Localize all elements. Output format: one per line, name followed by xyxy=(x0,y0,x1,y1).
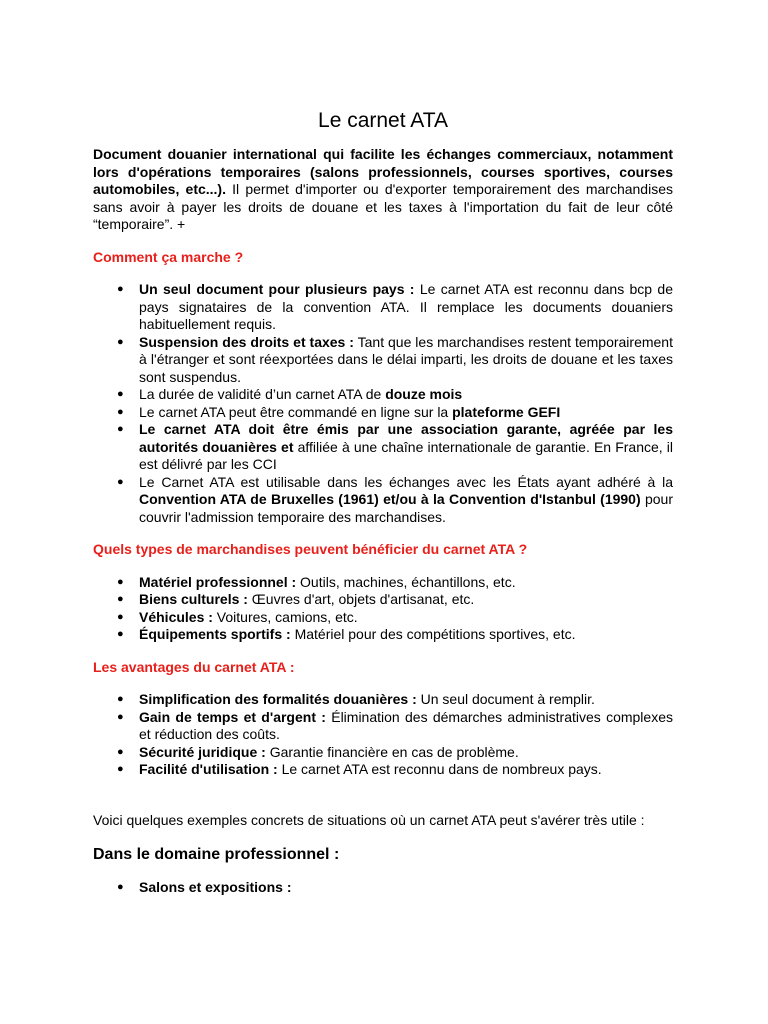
item-bold: Matériel professionnel : xyxy=(139,573,297,590)
item-text: affiliée à une chaîne internationale de garantie. En France, il est délivré par les CCI xyxy=(139,438,673,472)
item-text: Voitures, camions, etc. xyxy=(212,608,358,625)
item-text: Le carnet ATA est reconnu dans bcp de pays signataires de la convention ATA. Il remplace les documents douaniers habituellement requis. xyxy=(139,281,673,332)
bullet-icon: ● xyxy=(117,423,124,435)
list-item xyxy=(93,574,673,592)
bullet-icon: ● xyxy=(117,710,124,723)
bullet-icon: ● xyxy=(117,335,124,348)
item-bold: Le carnet ATA doit être émis par une association garante, agréée par les autorités douanières et xyxy=(139,421,673,455)
examples-intro: Voici quelques exemples concrets de situations où un carnet ATA peut s'avérer très utile : xyxy=(93,811,645,828)
item-bold: Salons et expositions : xyxy=(139,879,292,895)
item-bold: Équipements sportifs : xyxy=(139,626,291,642)
item-bold: Suspension des droits et taxes : xyxy=(139,333,354,350)
list-item xyxy=(93,744,673,762)
item-bold: Convention ATA de Bruxelles (1961) et/ou à la Convention d'Istanbul (1990) xyxy=(139,491,641,507)
section-heading-how-it-works: Comment ça marche ? xyxy=(93,248,244,265)
list-item xyxy=(93,474,673,527)
intro-paragraph xyxy=(93,146,673,234)
bullet-icon: ● xyxy=(117,388,124,400)
item-text: Élimination des démarches administratives complexes et réduction des coûts. xyxy=(139,708,673,742)
item-bold: Biens culturels : xyxy=(139,591,248,607)
list-item xyxy=(93,691,673,709)
list-item xyxy=(93,879,673,897)
document-title: Le carnet ATA xyxy=(318,109,448,132)
list-item xyxy=(93,421,673,474)
item-text: Garantie financière en cas de problème. xyxy=(265,743,519,760)
document-body xyxy=(93,108,673,912)
goods-types-list xyxy=(93,574,673,644)
bullet-icon: ● xyxy=(117,283,124,295)
bullet-icon: ● xyxy=(117,610,124,623)
bullet-icon: ● xyxy=(117,475,124,488)
list-item xyxy=(93,609,673,627)
item-text: La durée de validité d’un carnet ATA de xyxy=(139,386,386,402)
list-item xyxy=(93,626,673,644)
bullet-icon: ● xyxy=(117,628,124,640)
advantages-list xyxy=(93,691,673,779)
item-bold: Sécurité juridique : xyxy=(139,743,266,760)
intro-text: Il permet d'importer ou d'exporter temporairement des marchandises sans avoir à payer les droits de douane et les taxes à l'importation du fait de leur côté “temporaire”. + xyxy=(93,181,673,232)
intro-bold: Document douanier international qui facilite les échanges commerciaux, notamment lors d'opérations temporaires (salons professionnels, courses sportives, courses automobiles, etc...). xyxy=(93,146,673,197)
item-text: Outils, machines, échantillons, etc. xyxy=(296,573,516,590)
bullet-icon: ● xyxy=(117,405,124,418)
bullet-icon: ● xyxy=(117,575,124,588)
list-item xyxy=(93,591,673,609)
bullet-icon: ● xyxy=(117,745,124,758)
item-bold: Facilité d'utilisation : xyxy=(139,761,278,777)
list-item xyxy=(93,386,673,404)
how-it-works-list xyxy=(93,281,673,526)
list-item xyxy=(93,709,673,744)
item-text: pour couvrir l'admission temporaire des marchandises. xyxy=(139,491,673,525)
list-item xyxy=(93,404,673,422)
item-text: Un seul document à remplir. xyxy=(416,691,595,707)
list-item xyxy=(93,761,673,779)
bullet-icon: ● xyxy=(117,881,124,893)
item-text: Le carnet ATA peut être commandé en ligne sur la xyxy=(139,403,453,420)
item-text: Tant que les marchandises restent temporairement à l'étranger et sont réexportées dans le délai imparti, les droits de douane et les taxes sont suspendus. xyxy=(139,333,673,385)
item-bold: Simplification des formalités douanières : xyxy=(139,691,417,707)
bullet-icon: ● xyxy=(117,693,124,705)
subheading-professional: Dans le domaine professionnel : xyxy=(93,846,340,863)
item-bold: Gain de temps et d'argent : xyxy=(139,708,326,725)
item-text: Œuvres d'art, objets d'artisanat, etc. xyxy=(247,591,475,607)
bullet-icon: ● xyxy=(117,593,124,605)
item-bold: plateforme GEFI xyxy=(452,403,561,420)
item-text: Le Carnet ATA est utilisable dans les échanges avec les États ayant adhéré à la xyxy=(139,473,673,490)
item-text: Matériel pour des compétitions sportives, etc. xyxy=(290,626,576,642)
section-heading-advantages: Les avantages du carnet ATA : xyxy=(93,658,295,675)
item-bold: Véhicules : xyxy=(139,608,213,625)
item-bold: douze mois xyxy=(385,386,463,402)
professional-list xyxy=(93,879,673,897)
section-heading-goods-types: Quels types de marchandises peuvent bénéficier du carnet ATA ? xyxy=(93,541,528,557)
list-item xyxy=(93,334,673,387)
item-bold: Un seul document pour plusieurs pays : xyxy=(139,281,415,297)
item-text: Le carnet ATA est reconnu dans de nombreux pays. xyxy=(277,761,602,777)
list-item xyxy=(93,281,673,334)
bullet-icon: ● xyxy=(117,763,124,775)
